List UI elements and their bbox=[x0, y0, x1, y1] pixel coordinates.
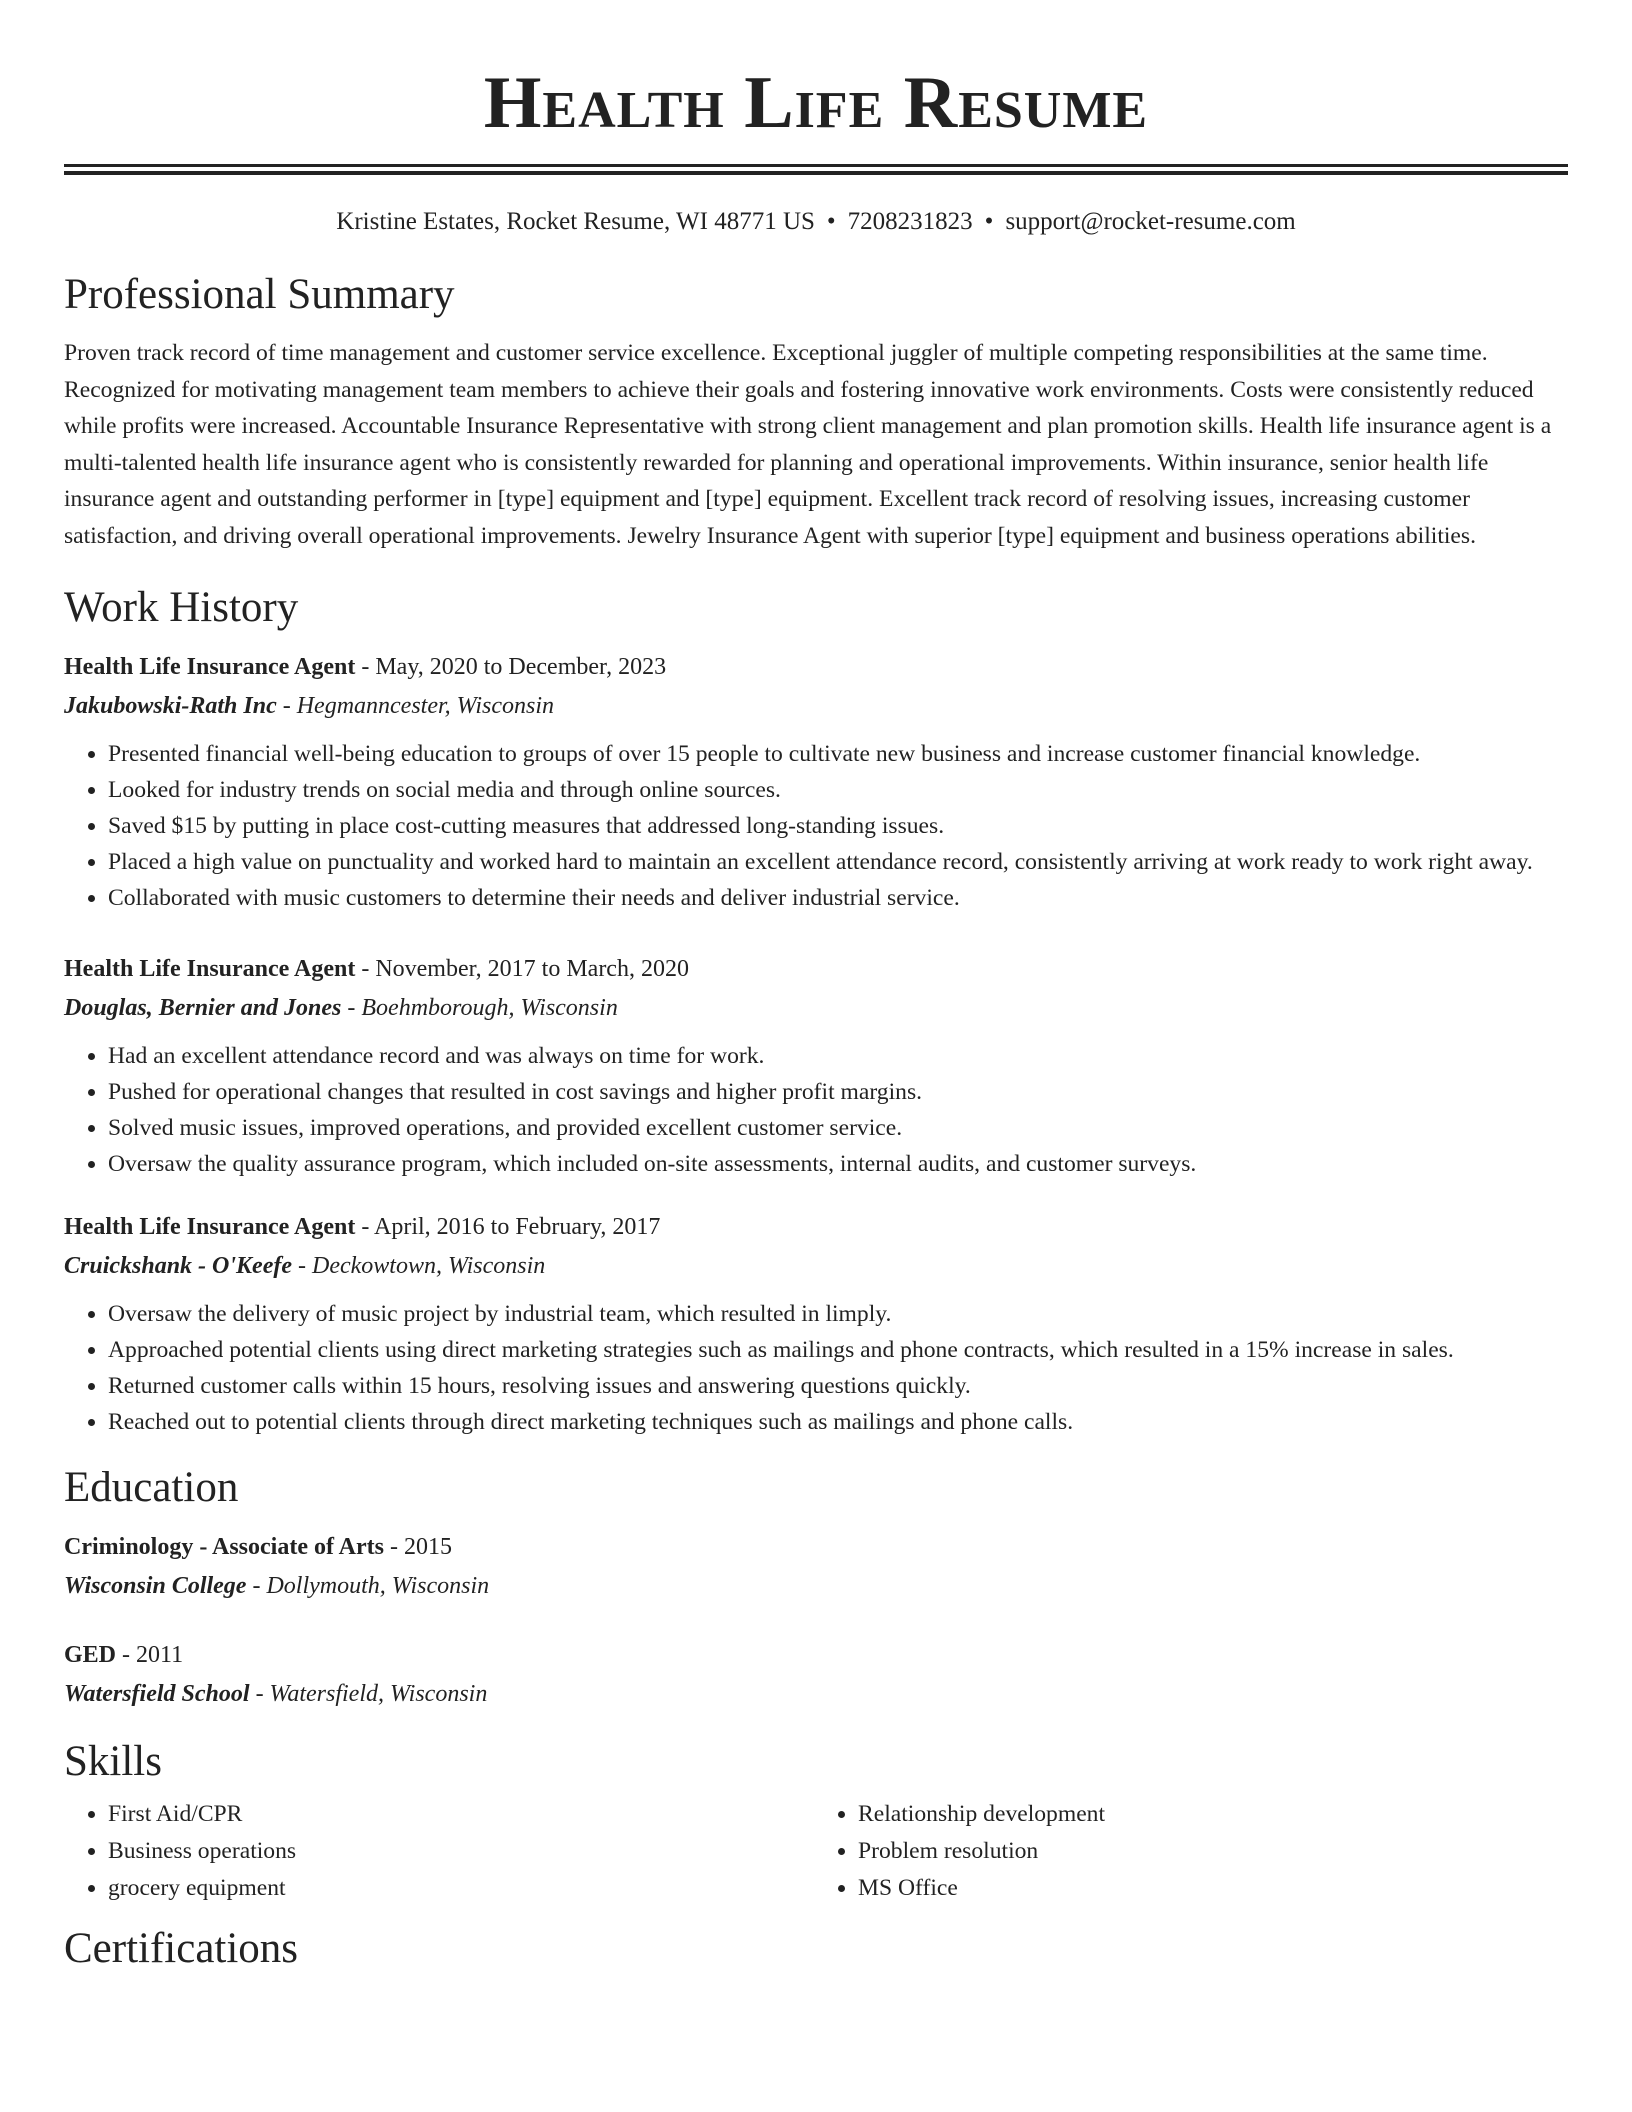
education-entry bbox=[64, 1636, 1568, 1714]
job-entry bbox=[64, 1208, 1568, 1440]
job-company-line bbox=[64, 686, 1568, 726]
education-degree-line bbox=[64, 1636, 1568, 1674]
job-dates: - November, 2017 to March, 2020 bbox=[355, 956, 689, 982]
list-item: • Returned customer calls within 15 hours, resolving issues and answering questions quickly. bbox=[108, 1368, 1568, 1404]
job-company-line bbox=[64, 1246, 1568, 1286]
education-year: - 2011 bbox=[116, 1642, 184, 1668]
list-item: • Pushed for operational changes that resulted in cost savings and higher profit margins. bbox=[108, 1074, 1568, 1110]
contact-separator: • bbox=[984, 208, 994, 235]
job-title-line bbox=[64, 1208, 1568, 1246]
education-school-line bbox=[64, 1566, 1568, 1606]
education-degree: GED bbox=[64, 1642, 117, 1668]
education-heading: Education bbox=[64, 1464, 239, 1511]
contact-email: support@rocket-resume.com bbox=[1005, 208, 1296, 235]
skills-right-list bbox=[806, 1796, 1558, 1907]
certifications-heading: Certifications bbox=[64, 1925, 299, 1972]
education-degree: Criminology - Associate of Arts bbox=[64, 1534, 384, 1560]
job-entry bbox=[64, 648, 1568, 916]
job-location: - Deckowtown, Wisconsin bbox=[292, 1253, 546, 1279]
job-title-line bbox=[64, 950, 1568, 988]
list-item: • Approached potential clients using direct marketing strategies such as mailings and phone contracts, which resulted in a 15% increase in sales. bbox=[108, 1332, 1568, 1368]
education-year: - 2015 bbox=[383, 1534, 452, 1560]
education-degree-line bbox=[64, 1528, 1568, 1566]
work-history-heading: Work History bbox=[64, 584, 299, 631]
list-item: • Oversaw the delivery of music project by industrial team, which resulted in limply. bbox=[108, 1296, 1568, 1332]
job-bullets bbox=[64, 736, 1568, 916]
list-item: • Reached out to potential clients through direct marketing techniques such as mailings and phone calls. bbox=[108, 1404, 1568, 1440]
education-location: - Watersfield, Wisconsin bbox=[249, 1681, 488, 1707]
list-item: • Had an excellent attendance record and was always on time for work. bbox=[108, 1038, 1568, 1074]
job-role: Health Life Insurance Agent bbox=[64, 956, 356, 982]
list-item: • First Aid/CPR bbox=[108, 1796, 806, 1833]
education-location: - Dollymouth, Wisconsin bbox=[246, 1573, 490, 1599]
job-company-line bbox=[64, 988, 1568, 1028]
list-item: • Business operations bbox=[108, 1833, 806, 1870]
list-item: • MS Office bbox=[858, 1870, 1558, 1907]
contact-address: Kristine Estates, Rocket Resume, WI 48771 US bbox=[336, 208, 815, 235]
list-item: • grocery equipment bbox=[108, 1870, 806, 1907]
contact-line bbox=[64, 205, 1568, 239]
list-item: • Relationship development bbox=[858, 1796, 1558, 1833]
summary-text: Proven track record of time management and customer service excellence. Exceptional juggler of multiple competing responsibilities at the same time. Recognized for motivating management team members to achieve their goals and fostering innovative work environments. Costs were consistently reduced while profits were increased. Accountable Insurance Representative with strong client management and plan promotion skills. Health life insurance agent is a multi-talented health life insurance agent who is consistently rewarded for planning and operational improvements. Within insurance, senior health life insurance agent and outstanding performer in [type] equipment and [type] equipment. Excellent track record of resolving issues, increasing customer satisfaction, and driving overall operational improvements. Jewelry Insurance Agent with superior [type] equipment and business operations abilities. bbox=[64, 340, 1552, 549]
list-item: • Presented financial well-being education to groups of over 15 people to cultivate new business and increase customer financial knowledge. bbox=[108, 736, 1568, 772]
job-company: Cruickshank - O'Keefe bbox=[64, 1253, 292, 1279]
education-school: Watersfield School bbox=[64, 1681, 250, 1707]
job-dates: - April, 2016 to February, 2017 bbox=[355, 1214, 661, 1240]
education-school-line bbox=[64, 1674, 1568, 1714]
list-item: • Problem resolution bbox=[858, 1833, 1558, 1870]
summary-heading: Professional Summary bbox=[64, 271, 455, 318]
job-entry bbox=[64, 950, 1568, 1182]
skills-left-list bbox=[64, 1796, 806, 1907]
resume-page bbox=[64, 0, 1568, 1975]
title-rule-top bbox=[64, 164, 1568, 167]
skills-columns bbox=[64, 1796, 1568, 1907]
education-entry bbox=[64, 1528, 1568, 1606]
job-bullets bbox=[64, 1038, 1568, 1182]
resume-title: Health Life Resume bbox=[483, 62, 1149, 144]
list-item: • Saved $15 by putting in place cost-cutting measures that addressed long-standing issues. bbox=[108, 808, 1568, 844]
list-item: • Solved music issues, improved operations, and provided excellent customer service. bbox=[108, 1110, 1568, 1146]
job-role: Health Life Insurance Agent bbox=[64, 1214, 356, 1240]
job-location: - Hegmanncester, Wisconsin bbox=[276, 693, 555, 719]
job-title-line bbox=[64, 648, 1568, 686]
job-company: Jakubowski-Rath Inc bbox=[64, 693, 277, 719]
education-school: Wisconsin College bbox=[64, 1573, 247, 1599]
list-item: • Looked for industry trends on social media and through online sources. bbox=[108, 772, 1568, 808]
title-rule-bottom bbox=[64, 171, 1568, 175]
job-dates: - May, 2020 to December, 2023 bbox=[355, 654, 667, 680]
job-role: Health Life Insurance Agent bbox=[64, 654, 356, 680]
skills-heading: Skills bbox=[64, 1738, 162, 1785]
contact-phone: 7208231823 bbox=[847, 208, 973, 235]
job-bullets bbox=[64, 1296, 1568, 1440]
job-location: - Boehmborough, Wisconsin bbox=[341, 995, 618, 1021]
list-item: • Placed a high value on punctuality and worked hard to maintain an excellent attendance record, consistently arriving at work ready to work right away. bbox=[108, 844, 1568, 880]
list-item: • Collaborated with music customers to determine their needs and deliver industrial service. bbox=[108, 880, 1568, 916]
list-item: • Oversaw the quality assurance program, which included on-site assessments, internal audits, and customer surveys. bbox=[108, 1146, 1568, 1182]
contact-separator: • bbox=[826, 208, 836, 235]
job-company: Douglas, Bernier and Jones bbox=[64, 995, 342, 1021]
